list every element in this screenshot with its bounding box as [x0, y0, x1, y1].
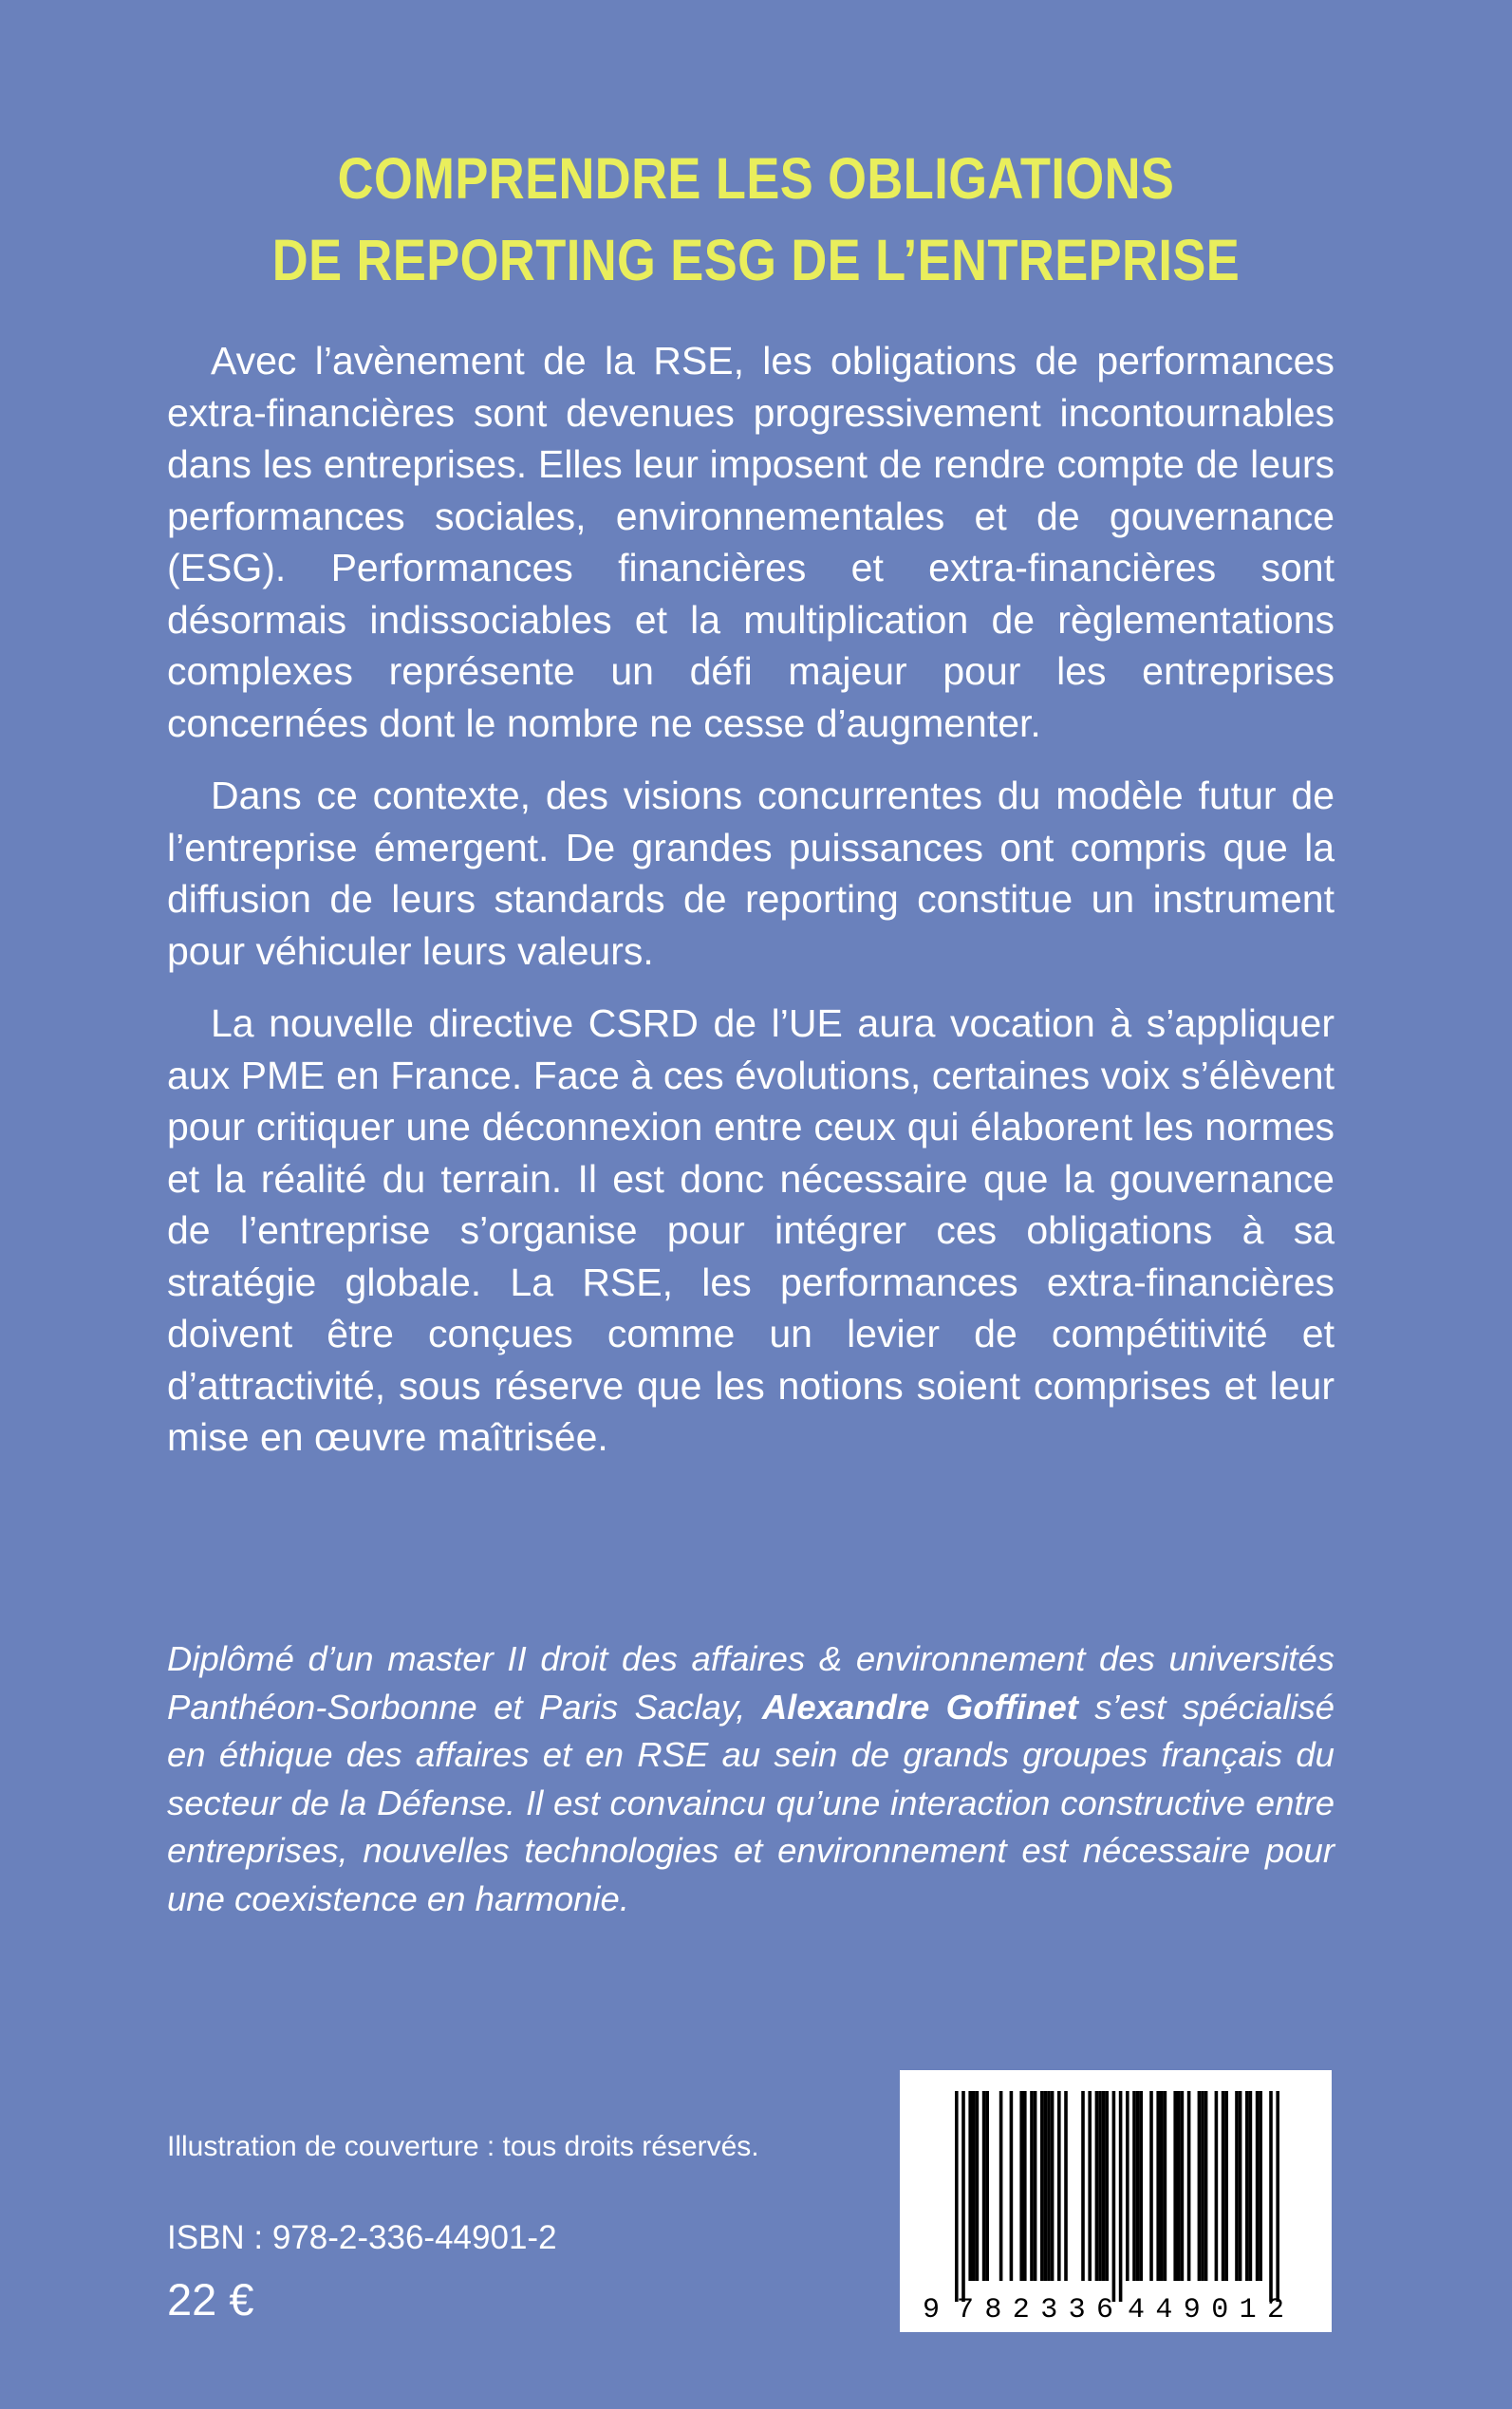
- blurb-paragraph-2: Dans ce contexte, des visions concurrentes du modèle futur de l’entreprise émergent. De grandes puissances ont compris que la diffusion de leurs standards de reporting constitue un instrument pour véhiculer leurs valeurs.: [167, 774, 1335, 973]
- barcode-bar: [1040, 2091, 1044, 2281]
- barcode-bar: [1156, 2091, 1160, 2281]
- barcode-bar: [1088, 2091, 1092, 2281]
- barcode-bar: [1177, 2091, 1181, 2281]
- barcode-guard-bar: [955, 2091, 959, 2302]
- barcode-bar: [1224, 2091, 1228, 2281]
- barcode-digit-group-2: 782336: [957, 2294, 1113, 2326]
- barcode-bar: [1222, 2091, 1225, 2281]
- barcode-bar: [1235, 2091, 1239, 2281]
- barcode-guard-bar: [961, 2091, 965, 2302]
- barcode-bar: [1259, 2091, 1262, 2281]
- barcode-graphic: [900, 2070, 1332, 2332]
- barcode-bar: [972, 2091, 976, 2281]
- barcode-guard-bar: [1269, 2091, 1273, 2302]
- book-title: [106, 138, 1407, 301]
- barcode-bar: [1239, 2091, 1242, 2281]
- barcode-digit-group-1: 9: [923, 2294, 941, 2326]
- isbn: ISBN : 978-2-336-44901-2: [167, 2219, 557, 2256]
- author-name: Alexandre Goffinet: [761, 1687, 1078, 1727]
- author-bio-rest: s’est spécialisé en éthique des affaires et en RSE au sein de grands groupes français du secteur de la Défense. Il est convaincu qu’une interaction constructive entre entreprises, nouvelles technologies et environnement est nécessaire pour une coexistence en harmonie.: [167, 1687, 1335, 1918]
- barcode-bar: [1201, 2091, 1204, 2281]
- barcode-bar: [1198, 2091, 1202, 2281]
- barcode-guard-bar: [1276, 2091, 1279, 2302]
- author-bio-intro: Diplômé d’un master II droit des affaires & environnement des universités Panthéon-Sorbonne et Paris Saclay,: [167, 1639, 1335, 1727]
- barcode-bar: [1136, 2091, 1140, 2281]
- blurb-paragraph-1: Avec l’avènement de la RSE, les obligations de performances extra-financières sont devenues progressivement incontournables dans les entreprises. Elles leur imposent de rendre compte de leurs performances sociales, environnementales et de gouvernance (ESG). Performances financières et extra-financières sont désormais indissociables et la multiplication de règlementations complexes représente un défi majeur pour les entreprises concernées dont le nombre ne cesse d’augmenter.: [167, 339, 1335, 745]
- barcode-bar: [968, 2091, 972, 2281]
- barcode-bar: [1139, 2091, 1143, 2281]
- barcode-digit-group-3: 449012: [1128, 2294, 1284, 2326]
- blurb: [167, 335, 1335, 1485]
- barcode-bar: [1010, 2091, 1014, 2281]
- barcode-bar: [1160, 2091, 1164, 2281]
- barcode-bar: [985, 2091, 989, 2281]
- barcode-bar: [1105, 2091, 1109, 2281]
- barcode-bar: [1051, 2091, 1055, 2281]
- barcode-bar: [1019, 2091, 1023, 2281]
- barcode-bar: [1187, 2091, 1191, 2281]
- barcode-bar: [1204, 2091, 1208, 2281]
- barcode-bar: [1102, 2091, 1106, 2281]
- price: 22 €: [167, 2274, 254, 2325]
- barcode-guard-bar: [1112, 2091, 1116, 2302]
- book-title-line-2: DE REPORTING ESG DE L’ENTREPRISE: [271, 228, 1241, 292]
- barcode-bar: [1149, 2091, 1153, 2281]
- book-title-line-1: COMPRENDRE LES OBLIGATIONS: [337, 146, 1175, 211]
- barcode-bar: [1126, 2091, 1129, 2281]
- barcode-bar: [976, 2091, 980, 2281]
- barcode-bar: [982, 2091, 986, 2281]
- barcode-bar: [1095, 2091, 1099, 2281]
- barcode-bar: [1245, 2091, 1249, 2281]
- barcode-bar: [1044, 2091, 1048, 2281]
- barcode-bar: [1057, 2091, 1061, 2281]
- barcode-bar: [1098, 2091, 1102, 2281]
- cover-credit: Illustration de couverture : tous droits réservés.: [167, 2131, 759, 2162]
- barcode-bar: [1132, 2091, 1136, 2281]
- blurb-paragraph-3: La nouvelle directive CSRD de l’UE aura vocation à s’appliquer aux PME en France. Face à ces évolutions, certaines voix s’élèvent pour critiquer une déconnexion entre ceux qui élaborent les normes et la réalité du terrain. Il est donc nécessaire que la gouvernance de l’entreprise s’organise pour intégrer ces obligations à sa stratégie globale. La RSE, les performances extra-financières doivent être conçues comme un levier de compétitivité et d’attractivité, sous réserve que les notions soient comprises et leur mise en œuvre maîtrisée.: [167, 1001, 1335, 1459]
- barcode-bar: [1181, 2091, 1185, 2281]
- barcode-bar: [1064, 2091, 1068, 2281]
- barcode-bar: [1173, 2091, 1177, 2281]
- barcode-bar: [1030, 2091, 1034, 2281]
- barcode-guard-bar: [1119, 2091, 1123, 2302]
- author-bio: [167, 1635, 1335, 1923]
- barcode-bar: [999, 2091, 1003, 2281]
- barcode-bar: [1215, 2091, 1219, 2281]
- barcode-bars: [955, 2091, 1279, 2302]
- barcode-bar: [1034, 2091, 1037, 2281]
- barcode-bar: [1023, 2091, 1027, 2281]
- barcode-bar: [1047, 2091, 1051, 2281]
- barcode-bar: [1249, 2091, 1253, 2281]
- barcode-bar: [1081, 2091, 1085, 2281]
- barcode-bar: [1256, 2091, 1260, 2281]
- barcode: [900, 2070, 1332, 2332]
- barcode-bar: [1164, 2091, 1167, 2281]
